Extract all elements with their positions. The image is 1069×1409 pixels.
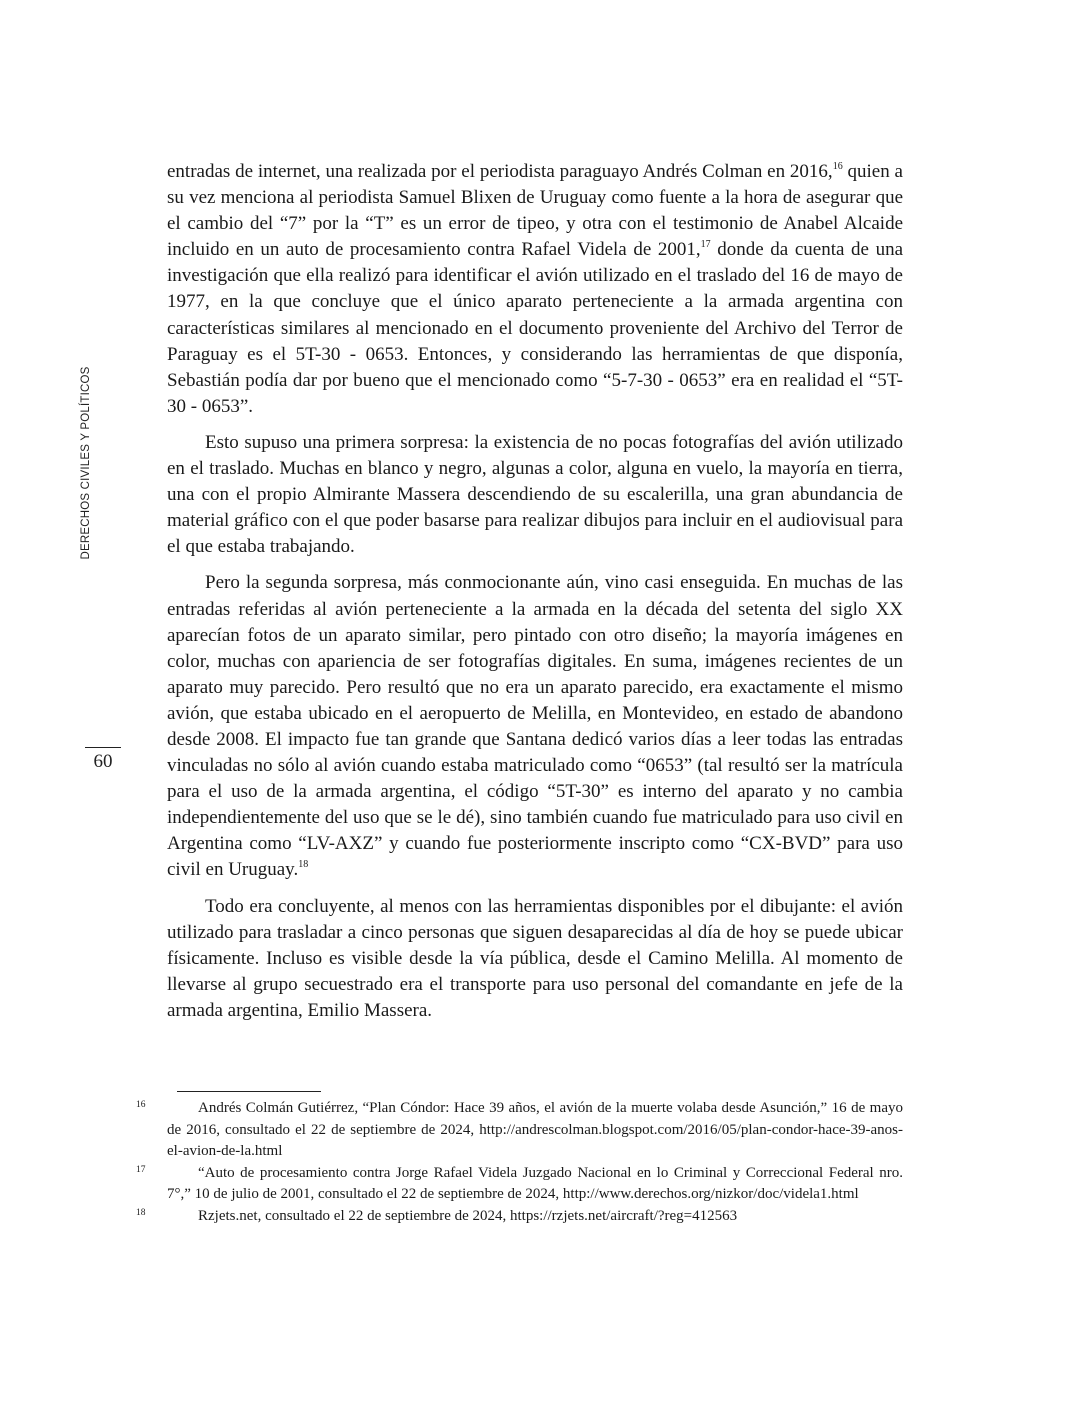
footnote [136,1206,903,1228]
page-number: 60 [93,751,113,772]
running-header [70,366,100,572]
paragraph [167,570,903,883]
footnote [136,1163,903,1206]
paragraph-text: quien a su vez menciona al periodista Samuel Blixen de Uruguay como fuente a la hora de asegurar que el cambio del “7” por la “T” es un error de tipeo, y otra con el testimonio de Anabel Alcaide incluido en un auto de procesamiento contra Rafael Videla de 2001, [167,161,903,261]
footnote-number: 17 [136,1164,146,1175]
footnote-separator [177,1091,321,1092]
body-text [167,159,903,1024]
paragraph-text: Todo era concluyente, al menos con las herramientas disponibles por el dibujante: el avión utilizado para trasladar a cinco personas que siguen desaparecidas al día de hoy se puede ubicar físicamente. Incluso es visible desde la vía pública, desde el Camino Melilla. Al momento de llevarse al grupo secuestrado era el transporte para uso personal del comandante en jefe de la armada argentina, Emilio Massera. [167,895,903,1021]
footnote-number: 18 [136,1207,146,1218]
paragraph [167,894,903,1024]
footnote-ref[interactable]: 18 [298,859,309,871]
paragraph [167,430,903,560]
page-number-rule [85,747,121,748]
footnote-ref[interactable]: 17 [700,239,711,251]
footnote-text: “Auto de procesamiento contra Jorge Rafael Videla Juzgado Nacional en lo Criminal y Correccional Federal nro. 7°,” 10 de julio de 2001, consultado el 22 de septiembre de 2024, http://www.derechos.org/nizkor/doc/videla1.html [167,1164,903,1202]
paragraph [167,159,903,420]
footnote-number: 16 [136,1100,146,1110]
paragraph-text: entradas de internet, una realizada por el periodista paraguayo Andrés Colman en 2016, [167,161,833,182]
paragraph-text: Pero la segunda sorpresa, más conmocionante aún, vino casi enseguida. En muchas de las entradas referidas al avión perteneciente a la armada en la década del setenta del siglo XX aparecían fotos de un aparato similar, pero pintado con otro diseño; la mayoría imágenes en color, muchas con apariencia de ser fotografías digitales. En suma, imágenes recientes de un aparato muy parecido. Pero resultó que no era un aparato parecido, era exactamente el mismo avión, que estaba ubicado en el aeropuerto de Melilla, en Montevideo, en estado de abandono desde 2008. El impacto fue tan grande que Santana dedicó varios días a leer todas las entradas vinculadas no sólo al avión cuando estaba matriculado como “0653” (tal resultó ser la matrícula para el uso de la armada argentina, el código “5T-30” es interno del aparato y no cambia independientemente del uso que se le dé), sino también cuando fue matriculado para uso civil en Argentina como “LV-AXZ” y cuando fue posteriormente inscripto como “CX-BVD” para uso civil en Uruguay. [167,572,903,881]
running-header-text: DERECHOS CIVILES Y POLÍTICOS [80,366,92,560]
footnote-text: Andrés Colmán Gutiérrez, “Plan Cóndor: Hace 39 años, el avión de la muerte volaba desde Asunción,” 16 de mayo de 2016, consultado el 22 de septiembre de 2024, http://andrescolman.blogspot.com/2016/05/plan-condor-hace-39-anos-el-avion-de-la.html [167,1100,903,1159]
footnote [136,1098,903,1163]
paragraph-text: Esto supuso una primera sorpresa: la existencia de no pocas fotografías del avión utilizado en el traslado. Muchas en blanco y negro, algunas a color, alguna en vuelo, la mayoría en tierra, una con el propio Almirante Massera descendiendo de su escalerilla, una gran abundancia de material gráfico con el que poder basarse para realizar dibujos para incluir en el audiovisual para el que estaba trabajando. [167,431,903,558]
footnote-ref[interactable]: 16 [832,161,843,172]
paragraph-text: donde da cuenta de una investigación que ella realizó para identificar el avión utilizado en el traslado del 16 de mayo de 1977, en la que concluye que el único aparato perteneciente a la armada argentina con características similares al mencionado en el documento proveniente del Archivo del Terror de Paraguay es el 5T-30 - 0653. Entonces, y considerando las herramientas de que disponía, Sebastián podía dar por bueno que el mencionado como “5-7-30 - 0653” era en realidad el “5T-30 - 0653”. [167,239,903,417]
footnotes [136,1098,903,1227]
footnote-text: Rzjets.net, consultado el 22 de septiembre de 2024, https://rzjets.net/aircraft/?reg=412563 [198,1207,738,1224]
